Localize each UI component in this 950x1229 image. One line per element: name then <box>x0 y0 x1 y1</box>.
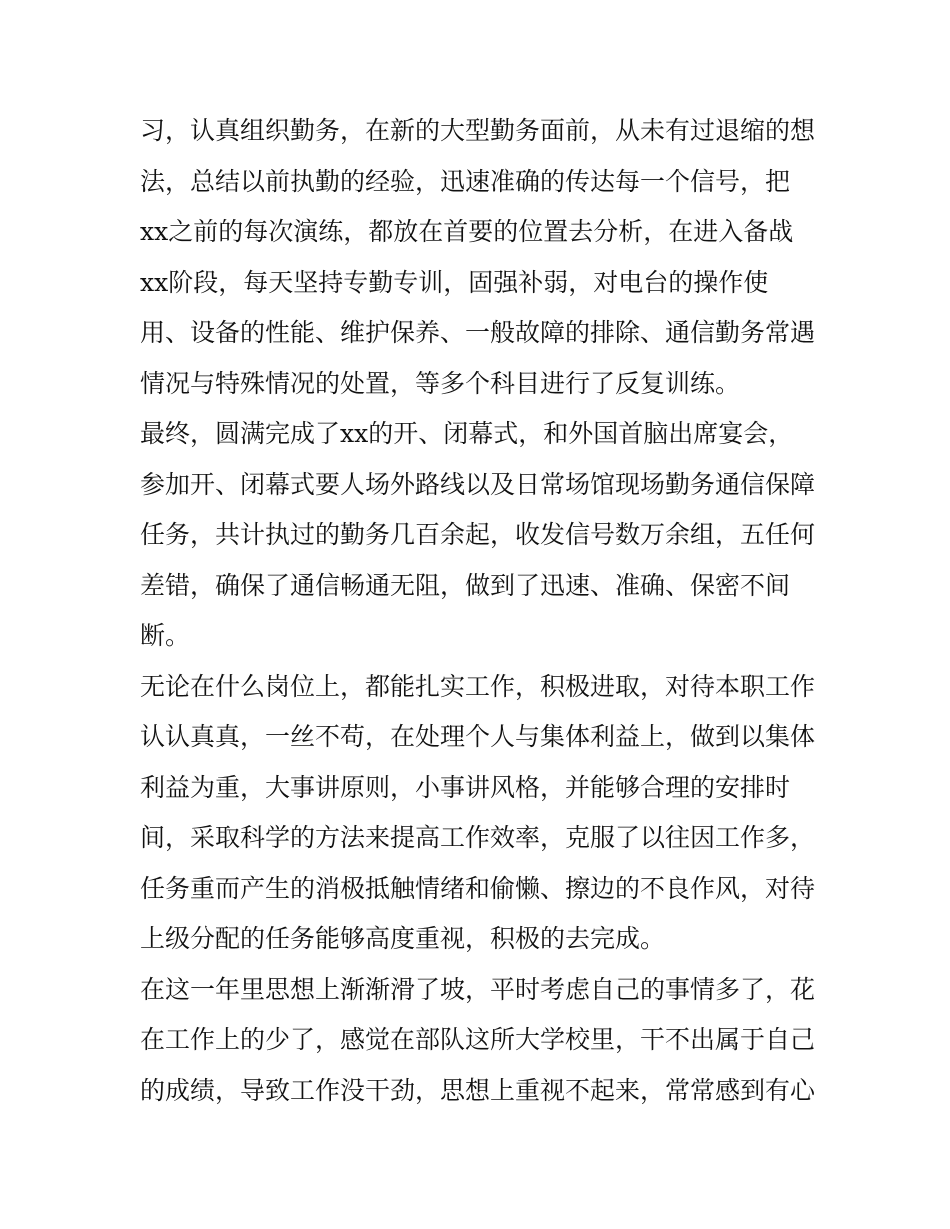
text-line: 利益为重，大事讲原则，小事讲风格，并能够合理的安排时 <box>140 772 791 802</box>
text-line: 任务，共计执过的勤务几百余起，收发信号数万余组，五任何 <box>140 520 816 549</box>
text-line: 上级分配的任务能够高度重视，积极的去完成。 <box>140 924 666 953</box>
text-line: 最终，圆满完成了xx的开、闭幕式，和外国首脑出席宴会， <box>140 419 794 448</box>
text-line: 法，总结以前执勤的经验，迅速准确的传达每一个信号，把 <box>140 166 791 196</box>
text-line: 用、设备的性能、维护保养、一般故障的排除、通信勤务常遇 <box>140 318 816 347</box>
text-line: 差错，确保了通信畅通无阻，做到了迅速、准确、保密不间 <box>140 570 791 600</box>
body-text <box>140 106 830 1116</box>
text-line: 在这一年里思想上渐渐滑了坡，平时考虑自己的事情多了，花 <box>140 974 816 1004</box>
text-line: 无论在什么岗位上，都能扎实工作，积极进取，对待本职工作 <box>140 671 816 701</box>
text-line: 在工作上的少了，感觉在部队这所大学校里，干不出属于自己 <box>140 1025 816 1054</box>
text-line: 参加开、闭幕式要人场外路线以及日常场馆现场勤务通信保障 <box>140 469 816 499</box>
text-line: 断。 <box>140 621 191 650</box>
text-line: 习，认真组织勤务，在新的大型勤务面前，从未有过退缩的想 <box>140 116 816 145</box>
text-line: 的成绩，导致工作没干劲，思想上重视不起来，常常感到有心 <box>140 1075 816 1105</box>
text-line: 认认真真，一丝不苟，在处理个人与集体利益上，做到以集体 <box>140 722 816 751</box>
text-line: 任务重而产生的消极抵触情绪和偷懒、擦边的不良作风，对待 <box>140 873 816 903</box>
text-line: 间，采取科学的方法来提高工作效率，克服了以往因工作多， <box>140 823 816 852</box>
text-line: xx阶段，每天坚持专勤专训，固强补弱，对电台的操作使 <box>140 267 769 297</box>
text-line: xx之前的每次演练，都放在首要的位置去分析，在进入备战 <box>140 217 794 246</box>
text-line: 情况与特殊情况的处置，等多个科目进行了反复训练。 <box>140 368 741 398</box>
